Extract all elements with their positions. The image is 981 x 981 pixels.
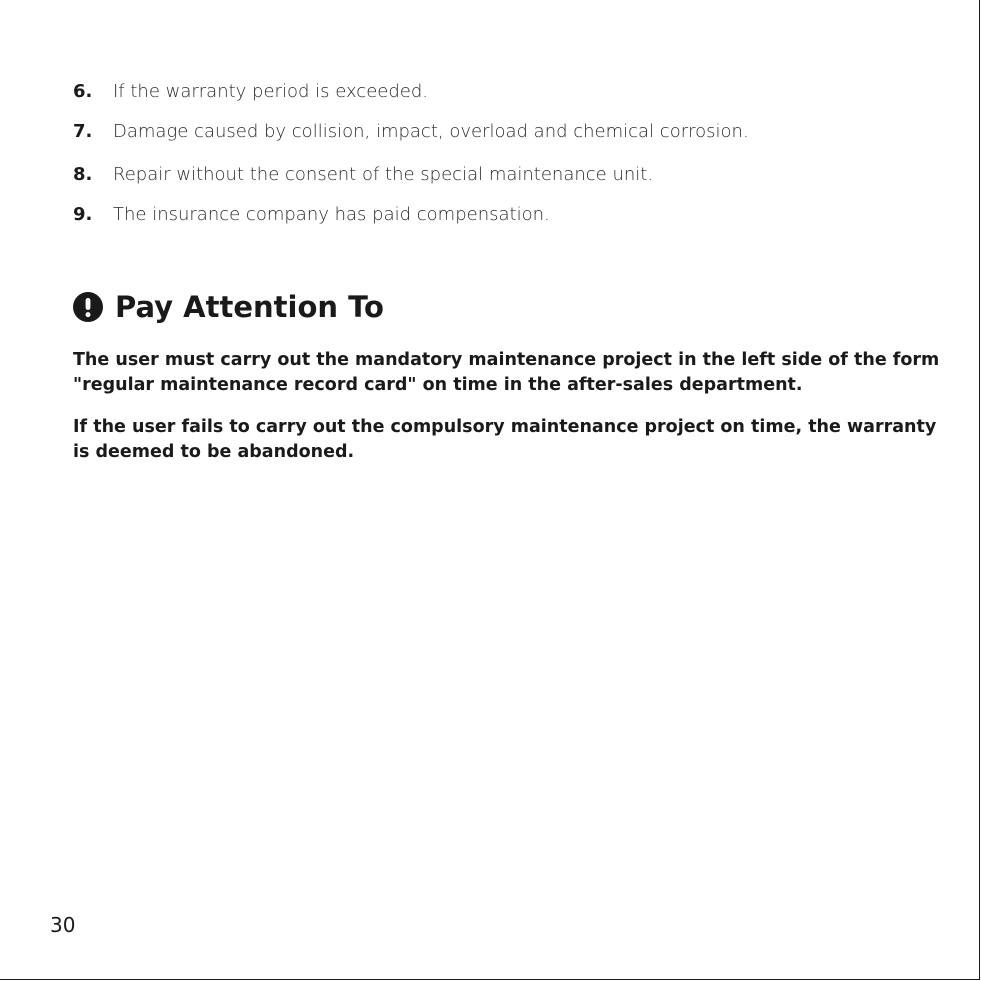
list-item-text: Repair without the consent of the special maintenance unit.	[113, 164, 654, 185]
warranty-abandonment-notice: If the user fails to carry out the compulsory maintenance project on time, the warranty is deemed to be abandoned.	[73, 417, 937, 462]
list-item-text: The insurance company has paid compensation.	[113, 204, 550, 225]
list-item-text: If the warranty period is exceeded.	[113, 81, 428, 102]
list-item	[73, 80, 953, 104]
exclamation-circle-icon	[73, 292, 103, 322]
list-item	[73, 120, 953, 144]
list-item-number: 6.	[73, 81, 93, 102]
list-item	[73, 203, 953, 227]
list-item-number: 8.	[73, 164, 93, 185]
list-item	[73, 163, 953, 187]
list-item-number: 7.	[73, 121, 93, 142]
list-item-number: 9.	[73, 204, 93, 225]
section-title: Pay Attention To	[115, 290, 384, 324]
warranty-exclusion-list	[73, 80, 953, 227]
attention-heading	[73, 289, 384, 325]
list-item-text: Damage caused by collision, impact, overload and chemical corrosion.	[113, 121, 749, 142]
page-number: 30	[50, 913, 76, 937]
maintenance-notice: The user must carry out the mandatory maintenance project in the left side of the form "regular maintenance record card" on time in the after-sales department.	[73, 350, 940, 395]
